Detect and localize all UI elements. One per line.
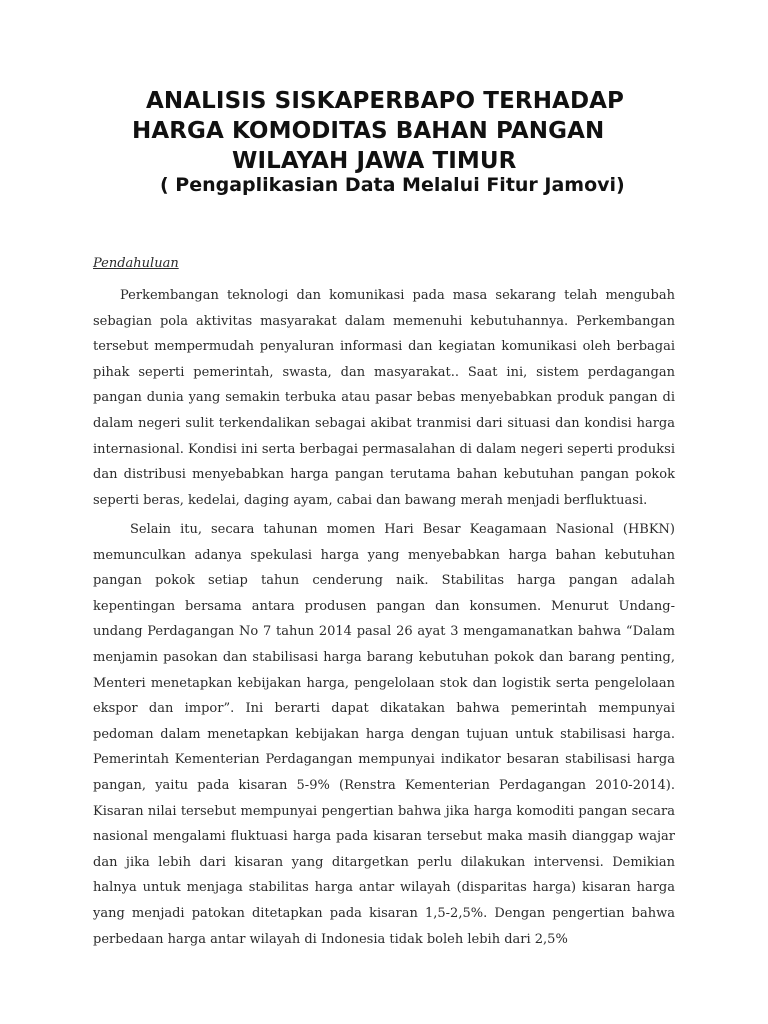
body-paragraph-1: Perkembangan teknologi dan komunikasi pada masa sekarang telah mengubah sebagian pola aktivitas masyarakat dalam memenuhi kebutuhannya. Perkembangan tersebut mempermudah penyaluran informasi dan kegiatan komunikasi oleh berbagai pihak seperti pemerintah, swasta, dan masyarakat.. Saat ini, sistem perdagangan pangan dunia yang semakin terbuka atau pasar bebas menyebabkan produk pangan di dalam negeri sulit terkendalikan sebagai akibat tranmisi dari situasi dan kondisi harga internasional. Kondisi ini serta berbagai permasalahan di dalam negeri seperti produksi dan distribusi menyebabkan harga pangan terutama bahan kebutuhan pangan pokok seperti beras, kedelai, daging ayam, cabai dan bawang merah menjadi berfluktuasi. (93, 288, 675, 508)
document-subtitle: ( Pengaplikasian Data Melalui Fitur Jamovi) (160, 174, 625, 196)
title-line-3: WILAYAH JAWA TIMUR (232, 148, 517, 174)
title-line-2: HARGA KOMODITAS BAHAN PANGAN (132, 118, 605, 144)
section-heading: Pendahuluan (93, 256, 179, 271)
body-paragraph-2: Selain itu, secara tahunan momen Hari Besar Keagamaan Nasional (HBKN) memunculkan adanya spekulasi harga yang menyebabkan harga bahan kebutuhan pangan pokok setiap tahun cenderung naik. Stabilitas harga pangan adalah kepentingan bersama antara produsen pangan dan konsumen. Menurut Undang-undang Perdagangan No 7 tahun 2014 pasal 26 ayat 3 mengamanatkan bahwa “Dalam menjamin pasokan dan stabilisasi harga barang kebutuhan pokok dan barang penting, Menteri menetapkan kebijakan harga, pengelolaan stok dan logistik serta pengelolaan ekspor dan impor”. Ini berarti dapat dikatakan bahwa pemerintah mempunyai pedoman dalam menetapkan kebijakan harga dengan tujuan untuk stabilisasi harga. Pemerintah Kementerian Perdagangan mempunyai indikator besaran stabilisasi harga pangan, yaitu pada kisaran 5-9% (Renstra Kementerian Perdagangan 2010-2014). Kisaran nilai tersebut mempunyai pengertian bahwa jika harga komoditi pangan secara nasional mengalami fluktuasi harga pada kisaran tersebut maka masih dianggap wajar dan jika lebih dari kisaran yang ditargetkan perlu dilakukan intervensi. Demikian halnya untuk menjaga stabilitas harga antar wilayah (disparitas harga) kisaran harga yang menjadi patokan ditetapkan pada kisaran 1,5-2,5%. Dengan pengertian bahwa perbedaan harga antar wilayah di Indonesia tidak boleh lebih dari 2,5% (93, 522, 675, 947)
title-line-1: ANALISIS SISKAPERBAPO TERHADAP (146, 88, 625, 114)
